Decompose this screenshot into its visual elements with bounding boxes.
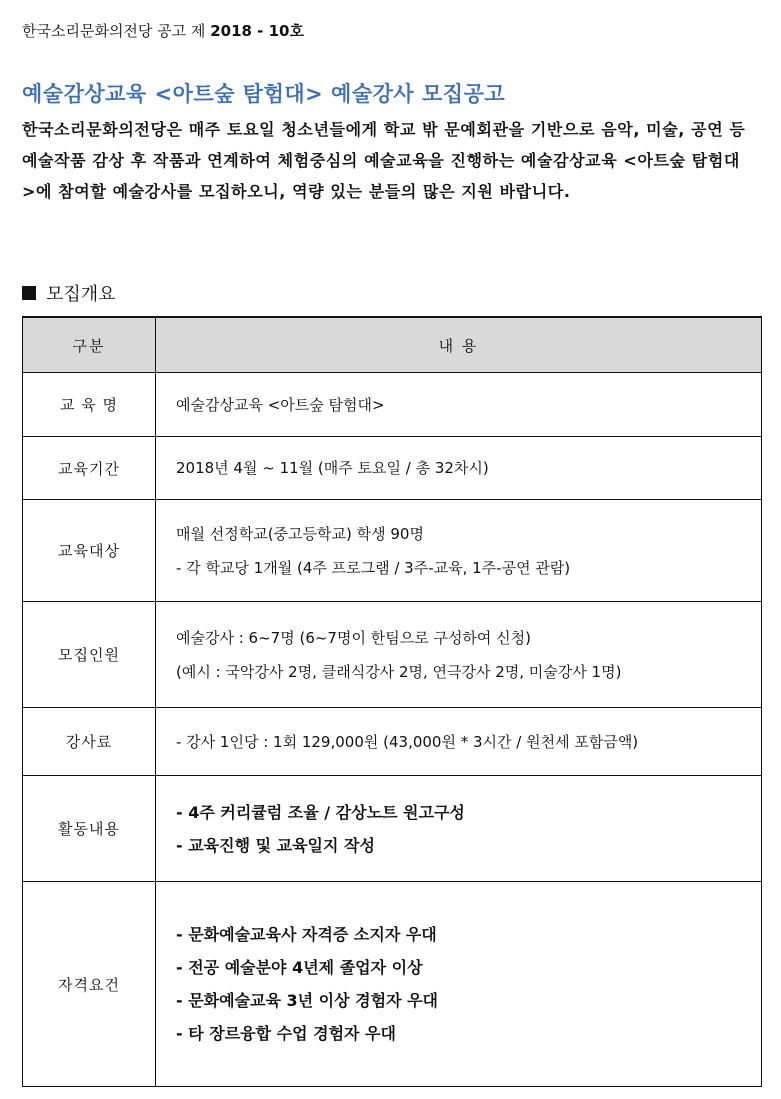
row-content	[156, 602, 762, 708]
row-content	[156, 882, 762, 1087]
row-content-line: - 강사 1인당 : 1회 129,000원 (43,000원 * 3시간 / 원천세 포함금액)	[176, 732, 639, 751]
row-content	[156, 437, 762, 500]
row-label: 모집인원	[23, 602, 156, 708]
row-content-line: - 타 장르융합 수업 경험자 우대	[176, 1024, 396, 1043]
row-label: 자격요건	[23, 882, 156, 1087]
table-row	[23, 602, 762, 708]
row-content-line: - 문화예술교육사 자격증 소지자 우대	[176, 925, 437, 944]
intro-paragraph: 한국소리문화의전당은 매주 토요일 청소년들에게 학교 밖 문예회관을 기반으로 음악, 미술, 공연 등 예술작품 감상 후 작품과 연계하여 체험중심의 예술교육을 진행하는 예술감상교육 <아트숲 탐험대>에 참여할 예술강사를 모집하오니, 역량 있는 분들의 많은 지원 바랍니다.	[22, 120, 746, 201]
row-content-line: - 문화예술교육 3년 이상 경험자 우대	[176, 991, 439, 1010]
row-content	[156, 708, 762, 776]
table-row	[23, 373, 762, 437]
square-bullet-icon	[22, 286, 36, 300]
row-label: 교육대상	[23, 500, 156, 602]
table-row	[23, 708, 762, 776]
notice-number-value: 2018 - 10호	[210, 22, 304, 40]
table-row	[23, 437, 762, 500]
table-header-row	[23, 317, 762, 373]
section-heading	[22, 280, 116, 306]
table-row	[23, 500, 762, 602]
row-content	[156, 500, 762, 602]
row-content	[156, 373, 762, 437]
row-content-line: - 전공 예술분야 4년제 졸업자 이상	[176, 958, 423, 977]
section-title: 모집개요	[46, 284, 116, 305]
row-content-line: 예술강사 : 6~7명 (6~7명이 한팀으로 구성하여 신청)	[176, 628, 532, 647]
header-content: 내 용	[156, 317, 762, 373]
row-content-line: 매월 선정학교(중고등학교) 학생 90명	[176, 524, 424, 543]
page-title: 예술감상교육 <아트숲 탐험대> 예술강사 모집공고	[22, 82, 506, 106]
row-content-line: - 교육진행 및 교육일지 작성	[176, 835, 375, 855]
row-content-line: 예술감상교육 <아트숲 탐험대>	[176, 395, 385, 414]
row-label: 강사료	[23, 708, 156, 776]
row-content-line: 2018년 4월 ~ 11월 (매주 토요일 / 총 32차시)	[176, 459, 489, 477]
overview-table	[22, 316, 762, 1087]
row-content-line: - 각 학교당 1개월 (4주 프로그램 / 3주-교육, 1주-공연 관람)	[176, 558, 571, 577]
header-category: 구분	[23, 317, 156, 373]
notice-prefix: 한국소리문화의전당 공고 제	[22, 22, 206, 40]
row-label: 활동내용	[23, 776, 156, 882]
notice-number	[22, 20, 304, 41]
table-row	[23, 776, 762, 882]
table-row	[23, 882, 762, 1087]
row-content-line: (예시 : 국악강사 2명, 클래식강사 2명, 연극강사 2명, 미술강사 1명)	[176, 662, 622, 681]
row-content-line: - 4주 커리큘럼 조율 / 감상노트 원고구성	[176, 802, 465, 822]
row-content	[156, 776, 762, 882]
row-label: 교 육 명	[23, 373, 156, 437]
row-label: 교육기간	[23, 437, 156, 500]
